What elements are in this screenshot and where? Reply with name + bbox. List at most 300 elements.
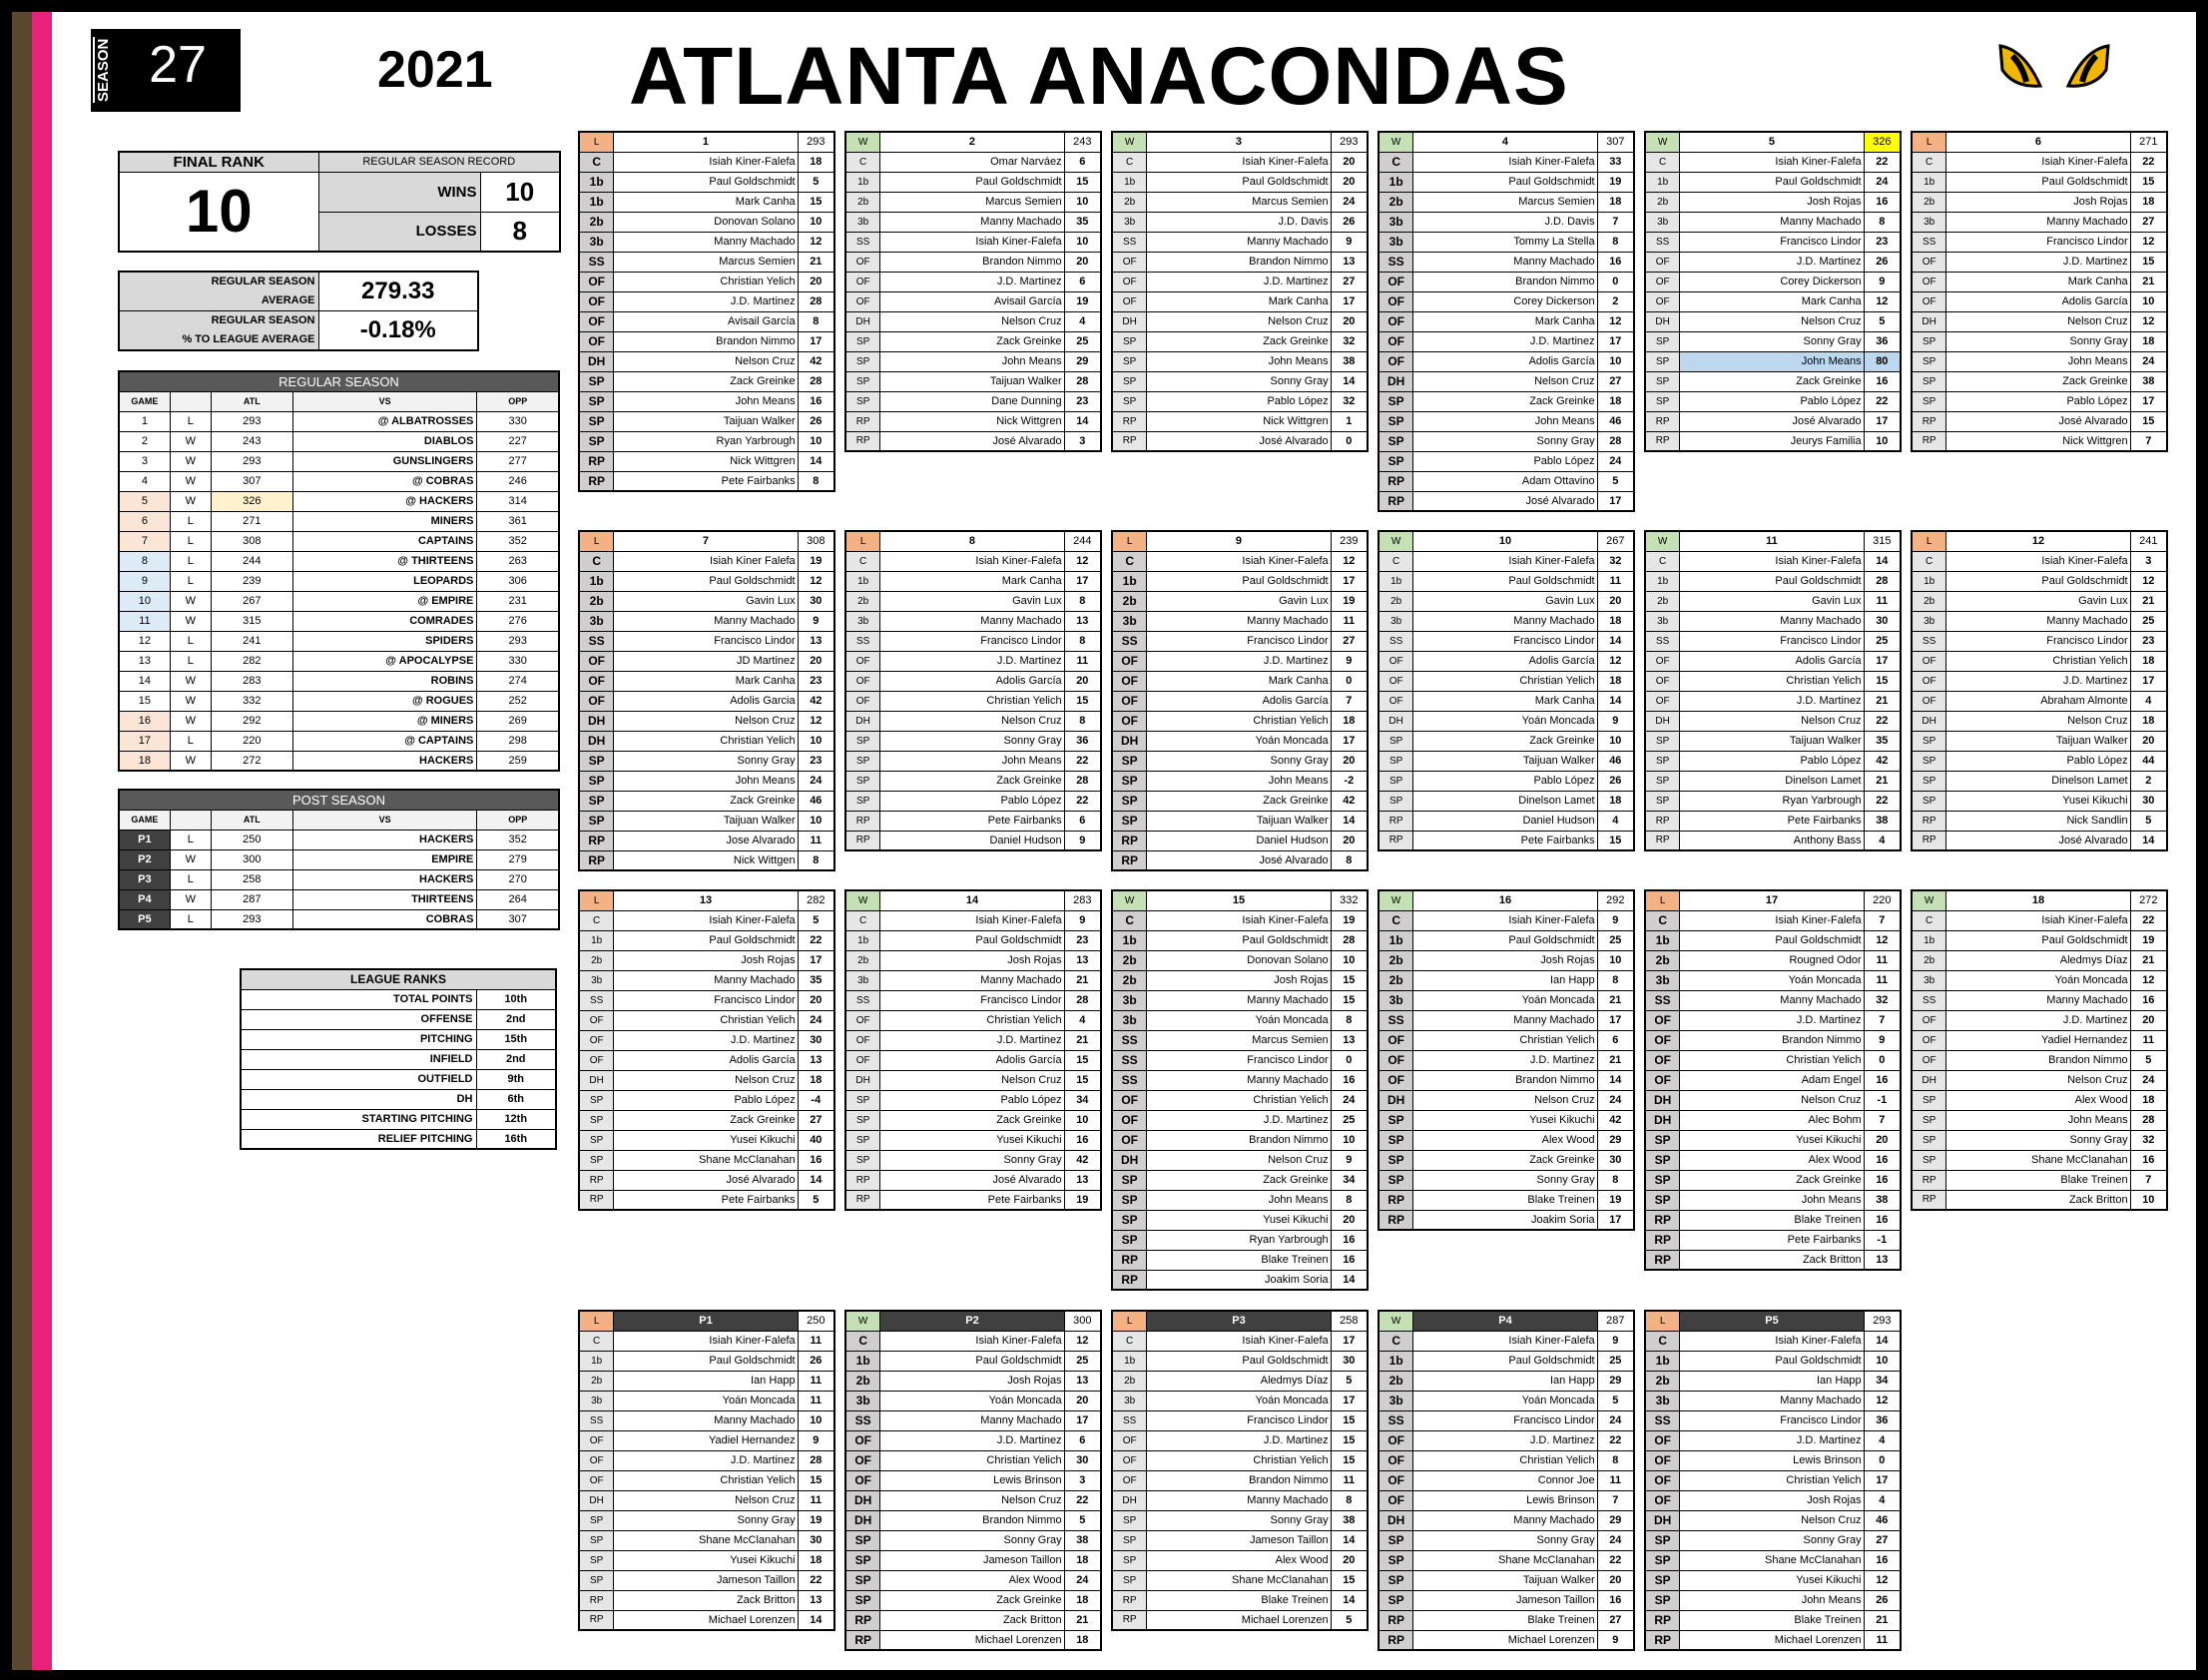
player-points: 22 (1597, 1430, 1634, 1450)
player-name: Joakim Soria (1147, 1270, 1331, 1290)
position: SP (1112, 1170, 1147, 1190)
game-box-2 (844, 131, 1102, 452)
position: SP (579, 791, 614, 811)
position: SP (1912, 751, 1946, 771)
player-name: Corey Dickerson (1413, 291, 1597, 311)
position: 2b (1112, 1371, 1147, 1391)
position: SP (1112, 1190, 1147, 1210)
player-row (579, 212, 834, 232)
position: 1b (845, 571, 880, 591)
player-name: Pablo López (880, 791, 1064, 811)
position: OF (579, 331, 614, 351)
player-name: Pablo López (1946, 751, 2130, 771)
rs-header-cell (170, 391, 211, 411)
game-result: W (1379, 531, 1413, 551)
player-name: Paul Goldschmidt (1680, 930, 1864, 950)
player-row (845, 411, 1101, 431)
player-row (1645, 731, 1901, 751)
position: 2b (1112, 192, 1147, 212)
player-points: 46 (1597, 751, 1634, 771)
player-name: J.D. Davis (1413, 212, 1597, 232)
player-row (1379, 172, 1634, 192)
player-row (1112, 1490, 1368, 1510)
player-name: Isiah Kiner-Falefa (1680, 910, 1864, 930)
position: SS (1645, 631, 1680, 651)
rank-value: 12th (476, 1109, 556, 1129)
player-row (1112, 1270, 1368, 1290)
player-points: 8 (1331, 1010, 1368, 1030)
position: SP (1645, 1130, 1680, 1150)
player-points: 10 (798, 731, 834, 751)
player-name: Adolis García (614, 1050, 798, 1070)
player-points: 6 (1064, 272, 1101, 291)
player-name: Pete Fairbanks (1413, 831, 1597, 850)
player-points: 32 (1331, 331, 1368, 351)
player-points: 34 (1064, 1090, 1101, 1110)
player-points: 25 (1864, 631, 1901, 651)
player-points: 17 (1331, 1331, 1368, 1351)
position: 2b (845, 950, 880, 970)
player-row (1379, 1550, 1634, 1570)
player-name: José Alvarado (614, 1170, 798, 1190)
player-name: Isiah Kiner-Falefa (1147, 1331, 1331, 1351)
game-total: 326 (1864, 132, 1901, 152)
player-row (1912, 152, 2167, 172)
player-points: 16 (1864, 1170, 1901, 1190)
player-row (1645, 152, 1901, 172)
player-name: Alex Wood (1680, 1150, 1864, 1170)
position: SP (1112, 1570, 1147, 1590)
player-points: 5 (798, 1190, 834, 1210)
player-points: 8 (798, 471, 834, 491)
position: C (1112, 1331, 1147, 1351)
player-name: Paul Goldschmidt (1147, 172, 1331, 192)
player-name: Zack Greinke (1147, 791, 1331, 811)
player-points: 3 (2130, 551, 2167, 571)
player-points: 32 (1597, 551, 1634, 571)
player-row (579, 791, 834, 811)
player-row (845, 551, 1101, 571)
game-box-15 (1111, 889, 1369, 1291)
player-row (579, 751, 834, 771)
player-points: 32 (1864, 990, 1901, 1010)
player-name: Ryan Yarbrough (614, 431, 798, 451)
opponent: MINERS (292, 511, 477, 531)
game-number: 17 (1680, 890, 1864, 910)
player-row (845, 1490, 1101, 1510)
player-name: Alex Wood (880, 1570, 1064, 1590)
player-name: Mark Canha (880, 571, 1064, 591)
player-points: 15 (1331, 1410, 1368, 1430)
player-row (1379, 232, 1634, 252)
player-name: Sonny Gray (1147, 751, 1331, 771)
player-points: 16 (1597, 252, 1634, 272)
player-points: 16 (1864, 1150, 1901, 1170)
position: 3b (1645, 212, 1680, 232)
player-points: 24 (1331, 1090, 1368, 1110)
player-points: 28 (1064, 371, 1101, 391)
player-name: Dinelson Lamet (1413, 791, 1597, 811)
position: SP (1645, 751, 1680, 771)
player-points: 25 (1064, 331, 1101, 351)
game-total: 241 (2130, 531, 2167, 551)
game-box-header (1112, 531, 1368, 551)
player-name: Blake Treinen (1413, 1190, 1597, 1210)
player-points: 9 (1064, 831, 1101, 850)
position: 3b (1379, 212, 1413, 232)
player-points: 21 (1597, 1050, 1634, 1070)
game-box-7 (578, 530, 835, 871)
position: SP (1379, 1570, 1413, 1590)
player-name: Zack Britton (1946, 1190, 2130, 1210)
player-row (845, 930, 1101, 950)
opponent: @ ROGUES (292, 691, 477, 711)
player-row (845, 291, 1101, 311)
result: L (170, 909, 211, 929)
position: RP (845, 1170, 880, 1190)
player-row (845, 1530, 1101, 1550)
player-row (1645, 351, 1901, 371)
game-box-P1 (578, 1310, 835, 1631)
position: DH (845, 1490, 880, 1510)
player-name: Zack Greinke (614, 1110, 798, 1130)
player-name: Ryan Yarbrough (1147, 1230, 1331, 1250)
player-name: Isiah Kiner-Falefa (1680, 1331, 1864, 1351)
result: L (170, 571, 211, 591)
position: C (845, 1331, 880, 1351)
player-name: Zack Greinke (614, 791, 798, 811)
player-points: 5 (798, 172, 834, 192)
player-name: Paul Goldschmidt (614, 1351, 798, 1371)
position: SP (579, 1130, 614, 1150)
position: OF (579, 311, 614, 331)
player-row (579, 252, 834, 272)
player-points: 14 (1597, 631, 1634, 651)
player-row (1379, 252, 1634, 272)
player-row (1645, 1150, 1901, 1170)
position: SP (1912, 331, 1946, 351)
player-name: Manny Machado (1413, 1510, 1597, 1530)
position: 1b (1912, 571, 1946, 591)
player-name: J.D. Martinez (1413, 1050, 1597, 1070)
game-total: 239 (1331, 531, 1368, 551)
player-points: 19 (798, 551, 834, 571)
player-row (1379, 491, 1634, 511)
average-table (118, 271, 479, 351)
position: RP (1112, 831, 1147, 850)
opp-score: 270 (477, 869, 559, 889)
player-points: 21 (1864, 771, 1901, 791)
player-row (1379, 391, 1634, 411)
position: DH (1645, 1090, 1680, 1110)
player-row (579, 1490, 834, 1510)
player-row (579, 551, 834, 571)
player-row (1912, 671, 2167, 691)
player-name: Isiah Kiner-Falefa (614, 1331, 798, 1351)
player-row (1112, 811, 1368, 831)
position: C (1379, 152, 1413, 172)
player-points: 23 (798, 751, 834, 771)
player-points: 11 (2130, 1030, 2167, 1050)
player-points: 15 (1331, 1430, 1368, 1450)
position: DH (845, 711, 880, 731)
position: RP (1912, 411, 1946, 431)
player-points: 8 (798, 850, 834, 870)
player-row (579, 811, 834, 831)
player-points: 19 (1064, 1190, 1101, 1210)
player-row (1379, 1331, 1634, 1351)
player-name: Corey Dickerson (1680, 272, 1864, 291)
player-row (1912, 272, 2167, 291)
position: SP (1645, 731, 1680, 751)
player-name: Nick Wittgren (880, 411, 1064, 431)
opponent: @ HACKERS (292, 491, 477, 511)
player-points: 13 (798, 1050, 834, 1070)
player-row (579, 1371, 834, 1391)
player-row (1112, 1550, 1368, 1570)
player-row (845, 212, 1101, 232)
player-name: Gavin Lux (1946, 591, 2130, 611)
player-points: 15 (1064, 1050, 1101, 1070)
game-number: 12 (119, 631, 170, 651)
player-row (1112, 252, 1368, 272)
player-points: 15 (1331, 1570, 1368, 1590)
player-row (1379, 1530, 1634, 1550)
player-name: Pablo López (1680, 751, 1864, 771)
player-name: Taijuan Walker (1413, 751, 1597, 771)
player-name: Adolis Garcia (614, 691, 798, 711)
position: SP (1912, 1090, 1946, 1110)
player-points: 27 (1864, 1530, 1901, 1550)
player-row (1379, 1510, 1634, 1530)
game-number: 16 (119, 711, 170, 731)
player-name: Francisco Lindor (1147, 1410, 1331, 1430)
player-name: Nick Wittgren (614, 451, 798, 471)
player-name: Francisco Lindor (880, 990, 1064, 1010)
position: OF (1112, 711, 1147, 731)
opp-score: 330 (477, 651, 559, 671)
atl-score: 332 (211, 691, 292, 711)
result: W (170, 491, 211, 511)
post-season-row (119, 869, 559, 889)
player-name: Manny Machado (614, 232, 798, 252)
player-name: John Means (614, 391, 798, 411)
player-points: 36 (1064, 731, 1101, 751)
opp-score: 307 (477, 909, 559, 929)
player-name: Manny Machado (880, 611, 1064, 631)
player-name: John Means (1147, 771, 1331, 791)
player-row (845, 970, 1101, 990)
game-total: 243 (1064, 132, 1101, 152)
position: SP (579, 391, 614, 411)
position: OF (1379, 1470, 1413, 1490)
player-row (1379, 691, 1634, 711)
player-row (1112, 831, 1368, 850)
player-points: 21 (2130, 272, 2167, 291)
position: RP (1112, 1250, 1147, 1270)
player-row (1379, 1210, 1634, 1230)
player-row (1912, 551, 2167, 571)
opp-score: 231 (477, 591, 559, 611)
position: 2b (1379, 970, 1413, 990)
player-name: Brandon Nimmo (1413, 1070, 1597, 1090)
player-name: Paul Goldschmidt (1680, 172, 1864, 192)
position: OF (1379, 1030, 1413, 1050)
player-name: John Means (1413, 411, 1597, 431)
player-row (845, 591, 1101, 611)
position: DH (1379, 1510, 1413, 1530)
game-box-9 (1111, 530, 1369, 871)
player-points: 14 (1597, 1070, 1634, 1090)
player-row (1379, 1490, 1634, 1510)
player-name: Yadiel Hernandez (1946, 1030, 2130, 1050)
position: RP (845, 1190, 880, 1210)
rank-value: 15th (476, 1029, 556, 1049)
player-row (1645, 212, 1901, 232)
position: DH (1645, 1510, 1680, 1530)
player-points: 4 (1864, 1430, 1901, 1450)
player-name: Mark Canha (614, 671, 798, 691)
player-points: 6 (1064, 1430, 1101, 1450)
player-points: 12 (2130, 232, 2167, 252)
player-name: J.D. Martinez (1147, 272, 1331, 291)
position: 1b (1112, 571, 1147, 591)
player-row (579, 1010, 834, 1030)
game-number: P2 (119, 849, 170, 869)
position: 3b (579, 970, 614, 990)
result: W (170, 849, 211, 869)
position: C (1645, 910, 1680, 930)
player-points: 8 (1864, 212, 1901, 232)
player-points: 16 (1864, 1550, 1901, 1570)
position: DH (579, 351, 614, 371)
side-stripe-pink (32, 12, 52, 1670)
player-name: Nick Sandlin (1946, 811, 2130, 831)
player-points: 14 (1864, 1331, 1901, 1351)
player-row (1112, 711, 1368, 731)
player-name: Mark Canha (1946, 272, 2130, 291)
player-name: Francisco Lindor (1946, 631, 2130, 651)
player-row (1912, 311, 2167, 331)
position: SP (845, 331, 880, 351)
player-row (1912, 651, 2167, 671)
player-row (1645, 1630, 1901, 1650)
player-points: 16 (1331, 1070, 1368, 1090)
rank-value: 16th (476, 1129, 556, 1149)
player-points: 24 (1597, 1530, 1634, 1550)
player-points: 16 (1864, 371, 1901, 391)
player-name: Yusei Kikuchi (1413, 1110, 1597, 1130)
player-row (1379, 1351, 1634, 1371)
player-name: Marcus Semien (1147, 192, 1331, 212)
game-result: L (1912, 132, 1946, 152)
player-points: 12 (798, 571, 834, 591)
position: OF (1912, 1050, 1946, 1070)
player-name: Alex Wood (1413, 1130, 1597, 1150)
result: L (170, 869, 211, 889)
player-name: Taijuan Walker (614, 411, 798, 431)
game-box-header (1912, 531, 2167, 551)
atl-score: 283 (211, 671, 292, 691)
game-box-header (579, 890, 834, 910)
player-row (1645, 591, 1901, 611)
player-row (1379, 272, 1634, 291)
player-row (845, 811, 1101, 831)
position: 3b (1912, 970, 1946, 990)
game-box-11 (1644, 530, 1902, 851)
game-total: 250 (798, 1311, 834, 1331)
game-result: W (1379, 132, 1413, 152)
player-name: Sonny Gray (1413, 1530, 1597, 1550)
player-name: Yoán Moncada (1413, 990, 1597, 1010)
year: 2021 (377, 41, 493, 99)
position: RP (1112, 411, 1147, 431)
position: SP (579, 1150, 614, 1170)
position: RP (1379, 471, 1413, 491)
player-row (1379, 910, 1634, 930)
player-row (1112, 1530, 1368, 1550)
position: RP (1912, 811, 1946, 831)
player-points: 17 (1331, 571, 1368, 591)
player-name: John Means (880, 751, 1064, 771)
player-name: Yusei Kikuchi (614, 1550, 798, 1570)
player-name: Sonny Gray (614, 1510, 798, 1530)
position: RP (1645, 1610, 1680, 1630)
player-name: Sonny Gray (1946, 331, 2130, 351)
position: OF (579, 1470, 614, 1490)
player-points: 22 (2130, 910, 2167, 930)
player-row (579, 950, 834, 970)
game-total: 293 (798, 132, 834, 152)
position: SP (1379, 411, 1413, 431)
player-row (1912, 930, 2167, 950)
player-points: 10 (798, 431, 834, 451)
player-row (1912, 411, 2167, 431)
position: OF (1112, 1110, 1147, 1130)
regular-season-row (119, 631, 559, 651)
final-rank-table (118, 151, 561, 253)
player-points: 5 (1864, 311, 1901, 331)
league-rank-row (241, 1109, 556, 1129)
opponent: @ CAPTAINS (292, 731, 477, 751)
player-row (1645, 551, 1901, 571)
result: L (170, 551, 211, 571)
player-points: 16 (1864, 1070, 1901, 1090)
position: SP (1645, 1550, 1680, 1570)
game-result: W (845, 890, 880, 910)
player-row (1645, 1410, 1901, 1430)
player-name: Connor Joe (1413, 1470, 1597, 1490)
player-points: 3 (1064, 431, 1101, 451)
player-row (579, 391, 834, 411)
player-points: 16 (1331, 1230, 1368, 1250)
player-points: 20 (1331, 751, 1368, 771)
position: RP (1645, 431, 1680, 451)
player-name: Yoán Moncada (1946, 970, 2130, 990)
player-points: 26 (1597, 771, 1634, 791)
position: C (1112, 152, 1147, 172)
player-row (845, 990, 1101, 1010)
opp-score: 352 (477, 830, 559, 849)
opponent: LEOPARDS (292, 571, 477, 591)
atl-score: 271 (211, 511, 292, 531)
position: RP (579, 1190, 614, 1210)
player-name: Adolis García (880, 671, 1064, 691)
player-name: Marcus Semien (1147, 1030, 1331, 1050)
player-name: Manny Machado (1680, 611, 1864, 631)
player-row (1645, 1070, 1901, 1090)
position: OF (579, 1030, 614, 1050)
